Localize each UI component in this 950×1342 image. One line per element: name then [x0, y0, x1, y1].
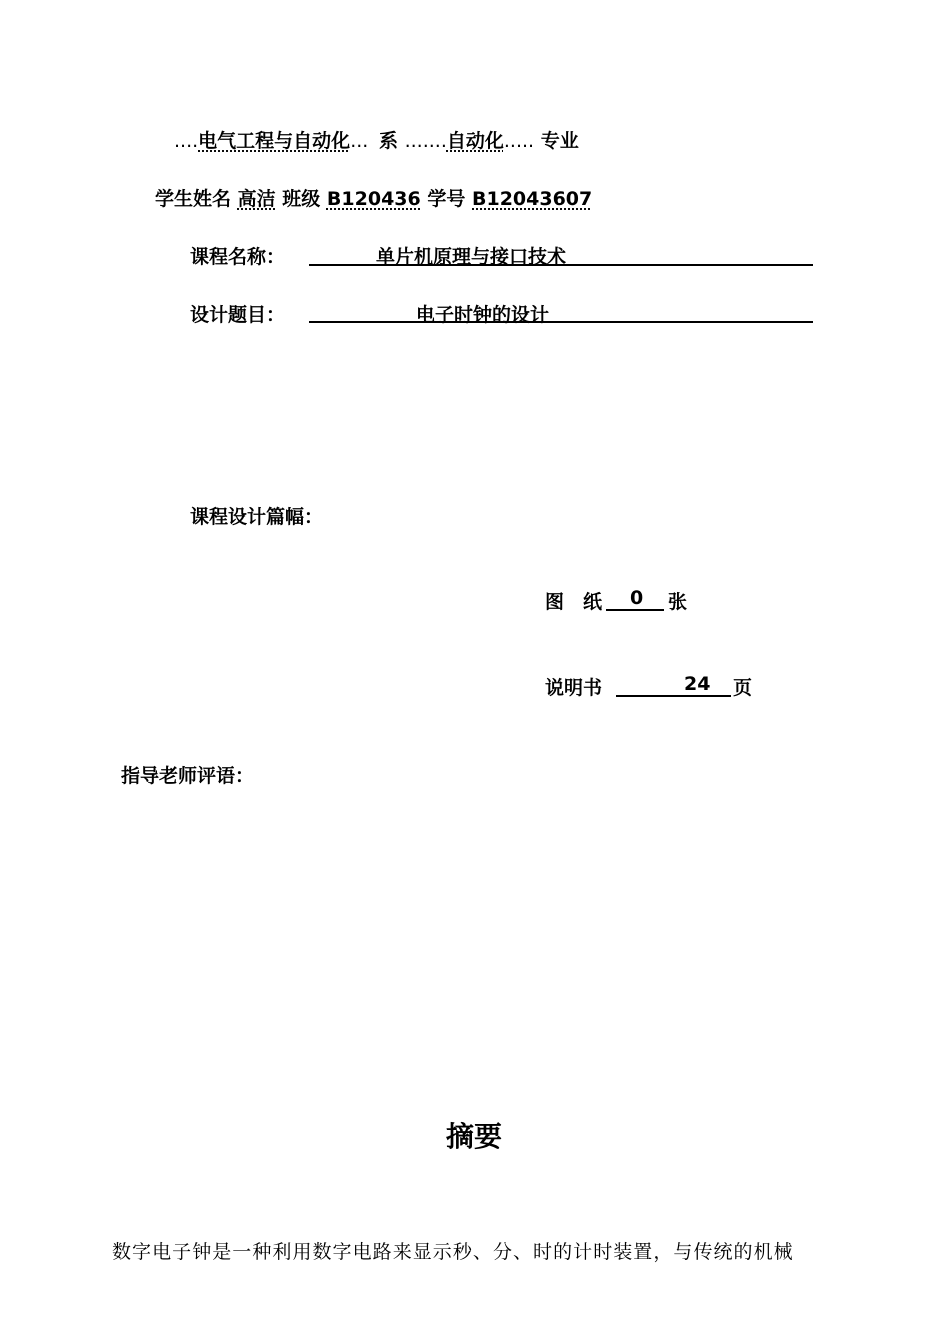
- major-dots-pre: .......: [404, 130, 447, 152]
- drawings-label-2: 纸: [583, 591, 603, 613]
- drawings-unit: 张: [668, 591, 688, 613]
- student-id-label: 学号: [427, 188, 466, 210]
- department-suffix: 系: [378, 130, 398, 152]
- class-value: B120436: [326, 188, 421, 210]
- dept-dots-pre: ....: [174, 130, 199, 152]
- topic-underline: [309, 321, 813, 323]
- abstract-first-line: 数字电子钟是一种利用数字电路来显示秒、分、时的计时装置，与传统的机械: [112, 1241, 794, 1263]
- class-label: 班级: [282, 188, 321, 210]
- department-line: [174, 126, 579, 153]
- topic-label: 设计题目：: [190, 304, 286, 326]
- major-dots-post: .....: [503, 130, 535, 152]
- student-line: [155, 184, 592, 211]
- course-value: 单片机原理与接口技术: [376, 246, 567, 268]
- dept-dots-post: ...: [350, 130, 369, 152]
- drawings-label-1: 图: [545, 591, 565, 613]
- drawings-value: 0: [630, 587, 644, 609]
- topic-value: 电子时钟的设计: [416, 304, 550, 326]
- drawings-underline: [606, 609, 664, 611]
- major-value: 自动化: [446, 130, 504, 152]
- student-name-label: 学生姓名: [155, 188, 232, 210]
- department-value: 电气工程与自动化: [198, 130, 351, 152]
- length-label: 课程设计篇幅：: [190, 506, 324, 528]
- manual-unit: 页: [733, 677, 753, 699]
- manual-underline: [616, 695, 731, 697]
- student-id-value: B12043607: [472, 188, 593, 210]
- manual-label: 说明书: [545, 677, 603, 699]
- abstract-heading: 摘要: [446, 1120, 503, 1153]
- course-label: 课程名称：: [190, 246, 286, 268]
- student-name-value: 高洁: [237, 188, 276, 210]
- comments-label: 指导老师评语：: [121, 765, 255, 787]
- major-suffix: 专业: [540, 130, 579, 152]
- manual-value: 24: [684, 673, 711, 695]
